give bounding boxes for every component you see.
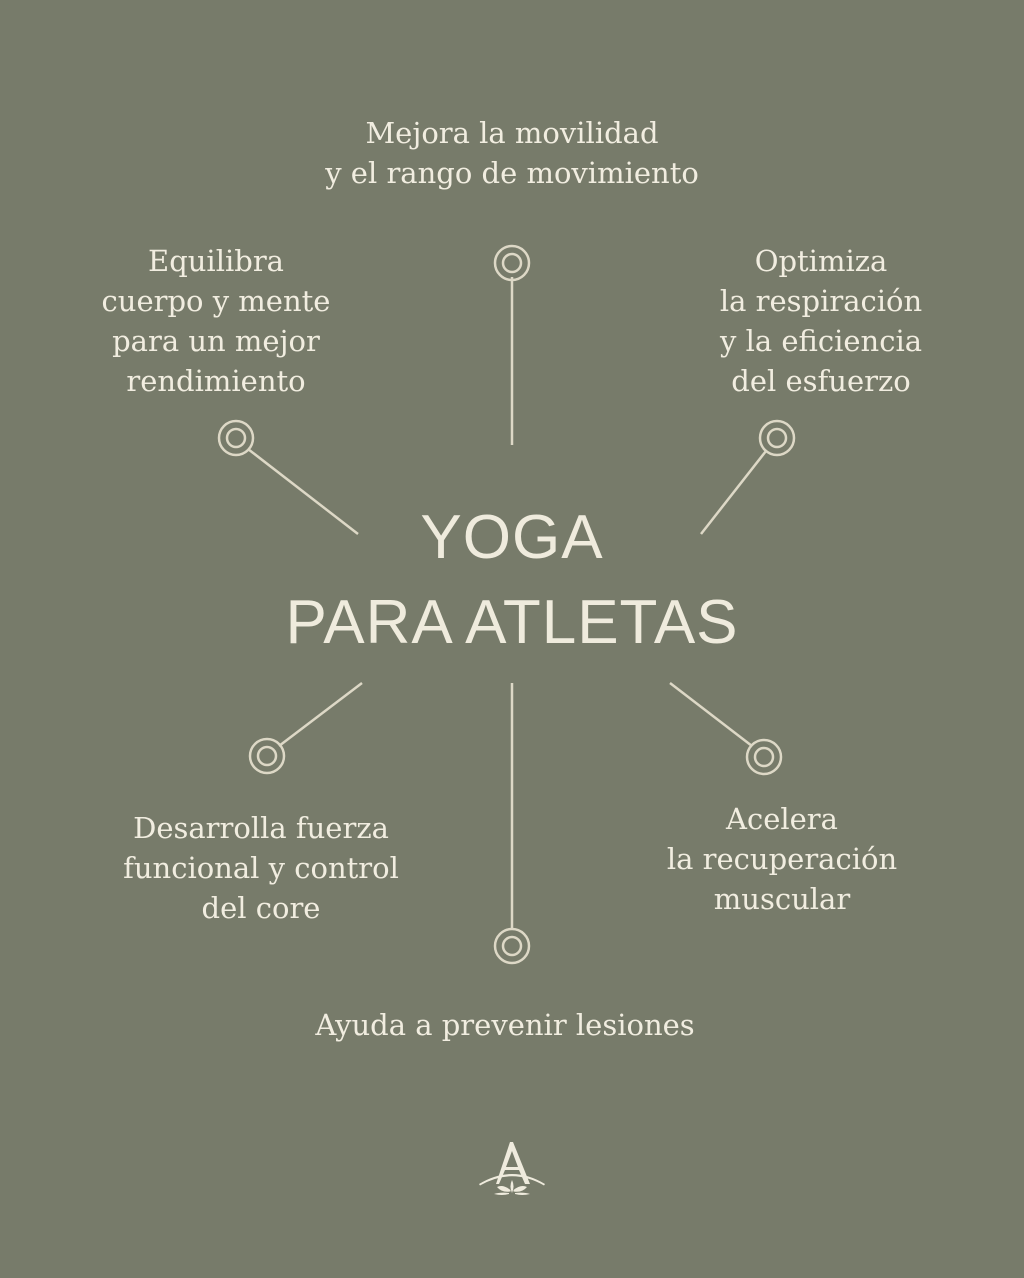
- title-line-1: YOGA: [420, 503, 604, 572]
- node-outer-bottom-left: [250, 739, 284, 773]
- benefit-line: muscular: [713, 882, 851, 916]
- benefit-line: cuerpo y mente: [101, 284, 331, 318]
- benefit-line: del esfuerzo: [731, 364, 911, 398]
- benefit-line: Mejora la movilidad: [365, 116, 659, 150]
- benefit-line: la recuperación: [666, 842, 898, 876]
- benefit-injury-prevention: [315, 1005, 694, 1045]
- node-outer-top-left: [219, 421, 253, 455]
- benefit-line: Ayuda a prevenir lesiones: [315, 1008, 695, 1042]
- connector-line-bottom-right: [670, 683, 752, 746]
- benefit-mobility: [325, 113, 699, 193]
- letter-a-lotus-logo-icon: [472, 1140, 552, 1196]
- benefit-line: la respiración: [719, 284, 923, 318]
- node-outer-top-right: [760, 421, 794, 455]
- node-outer-bottom: [495, 929, 529, 963]
- benefit-line: Optimiza: [754, 244, 888, 278]
- benefit-balance: [102, 241, 331, 401]
- benefit-line: funcional y control: [123, 851, 399, 885]
- node-outer-top: [495, 246, 529, 280]
- connector-line-bottom-left: [279, 683, 362, 746]
- node-inner-bottom: [503, 937, 521, 955]
- benefit-strength: [123, 808, 399, 928]
- node-outer-bottom-right: [747, 740, 781, 774]
- benefit-line: rendimiento: [126, 364, 306, 398]
- node-inner-bottom-right: [755, 748, 773, 766]
- benefit-line: y la eficiencia: [719, 324, 923, 358]
- benefit-breathing: [720, 241, 922, 401]
- benefit-line: para un mejor: [112, 324, 320, 358]
- node-inner-top-left: [227, 429, 245, 447]
- benefit-line: Desarrolla fuerza: [133, 811, 389, 845]
- node-inner-bottom-left: [258, 747, 276, 765]
- benefit-line: Equilibra: [148, 244, 284, 278]
- node-inner-top: [503, 254, 521, 272]
- benefit-line: Acelera: [726, 802, 838, 836]
- node-inner-top-right: [768, 429, 786, 447]
- benefit-line: y el rango de movimiento: [325, 156, 699, 190]
- title-line-2: PARA ATLETAS: [285, 588, 739, 657]
- benefit-line: del core: [201, 891, 321, 925]
- benefit-recovery: [667, 799, 897, 919]
